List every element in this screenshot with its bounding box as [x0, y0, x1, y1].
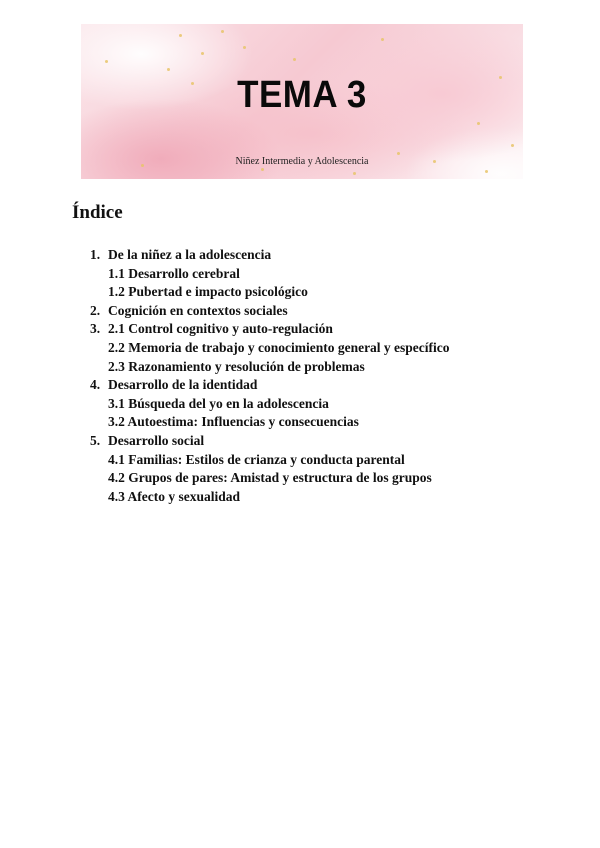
page-title: TEMA 3 [237, 74, 367, 116]
gold-dot [397, 152, 400, 155]
section-title: Cognición en contextos sociales [108, 302, 288, 318]
toc-subsection-list [90, 339, 450, 376]
table-of-contents [90, 246, 450, 506]
section-number: 1. [90, 247, 101, 262]
section-title: De la niñez a la adolescencia [108, 247, 272, 262]
section-title: 2.1 Control cognitivo y auto-regulación [108, 321, 333, 337]
toc-subsection-list [90, 265, 450, 302]
gold-dot [381, 38, 384, 41]
gold-dot [105, 60, 108, 63]
toc-subsection: 3.1 Búsqueda del yo en la adolescencia [108, 395, 329, 411]
gold-dot [477, 122, 480, 125]
toc-subsection: 4.2 Grupos de pares: Amistad y estructura de los grupos [108, 470, 432, 486]
section-title: Desarrollo de la identidad [108, 377, 258, 393]
gold-dot [179, 34, 182, 37]
gold-dot [293, 58, 296, 61]
gold-dot [221, 30, 224, 33]
toc-subsection: 4.1 Familias: Estilos de crianza y conducta parental [108, 451, 405, 467]
toc-section [90, 246, 450, 302]
section-number: 3. [90, 321, 101, 337]
section-number: 2. [90, 302, 101, 318]
toc-subsection: 3.2 Autoestima: Influencias y consecuencias [108, 414, 359, 430]
toc-subsection: 4.3 Afecto y sexualidad [108, 488, 241, 504]
section-title: Desarrollo social [108, 432, 205, 448]
toc-subsection: 1.2 Pubertad e impacto psicológico [108, 284, 308, 300]
gold-dot [511, 144, 514, 147]
gold-dot [201, 52, 204, 55]
gold-dot [243, 46, 246, 49]
toc-section [90, 302, 450, 321]
toc-subsection-list [90, 395, 450, 432]
gold-dot [261, 168, 264, 171]
section-number: 4. [90, 377, 101, 393]
header-banner [81, 24, 523, 179]
toc-subsection-list [90, 451, 450, 507]
toc-subsection: 2.3 Razonamiento y resolución de problemas [108, 358, 365, 374]
page-subtitle: Niñez Intermedia y Adolescencia [235, 156, 369, 167]
toc-section [90, 432, 450, 506]
toc-subsection: 2.2 Memoria de trabajo y conocimiento general y específico [108, 339, 450, 355]
toc-section [90, 320, 450, 376]
gold-dot [485, 170, 488, 173]
toc-section [90, 376, 450, 432]
index-heading: Índice [72, 202, 123, 223]
section-number: 5. [90, 432, 101, 448]
toc-subsection: 1.1 Desarrollo cerebral [108, 265, 240, 281]
gold-dot [353, 172, 356, 175]
gold-dot [167, 68, 170, 71]
